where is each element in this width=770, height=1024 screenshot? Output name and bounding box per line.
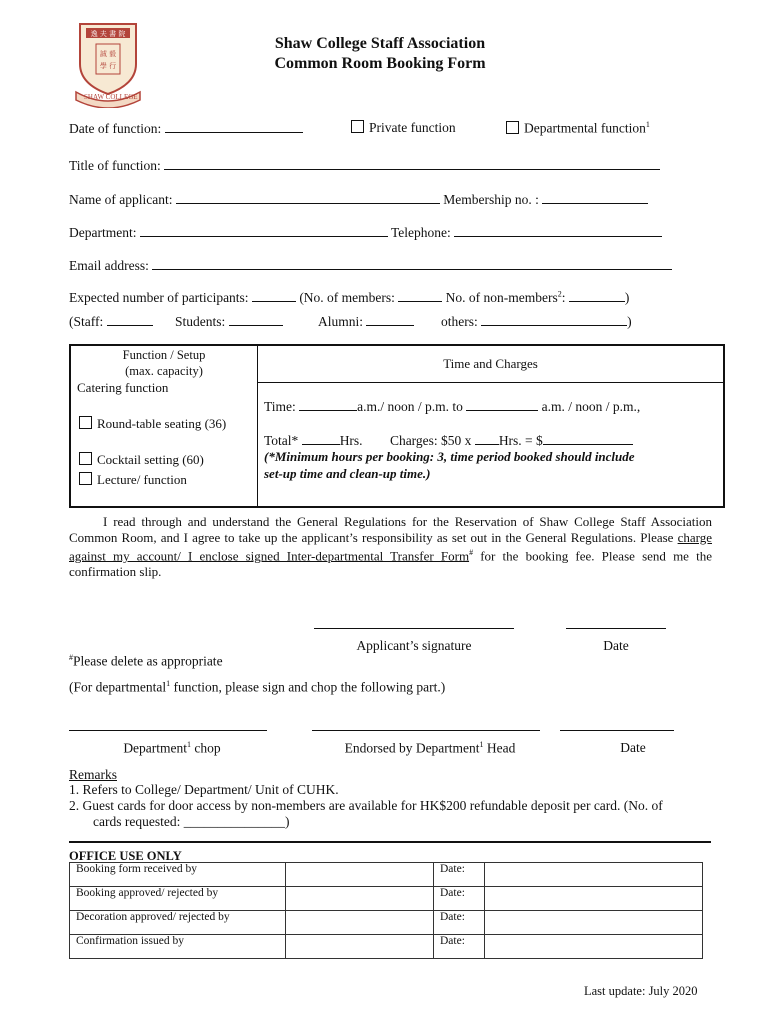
- office-use-table: [69, 862, 703, 959]
- email-field[interactable]: [152, 257, 672, 270]
- cocktail-option[interactable]: [79, 452, 204, 468]
- last-update: Last update: July 2020: [584, 984, 698, 998]
- departmental-function-label: Departmental function: [524, 120, 646, 136]
- close-paren: ): [624, 290, 630, 305]
- lecture-label: Lecture/ function: [97, 472, 187, 487]
- remark-2-line1: 2. Guest cards for door access by non-members are available for HK$200 refundable deposit per card. (No. of: [69, 798, 663, 813]
- departmental-note-pre: (For departmental: [69, 679, 167, 695]
- total-label: Total*: [264, 433, 299, 448]
- nonmembers-label: No. of non-members: [445, 290, 558, 305]
- telephone-label: Telephone:: [391, 225, 451, 240]
- lecture-checkbox[interactable]: [79, 472, 92, 485]
- footnote-marker: 1: [645, 120, 650, 129]
- endorsed-sup: 1: [479, 740, 484, 749]
- office-date-label: Date:: [434, 911, 485, 935]
- telephone-field[interactable]: [454, 224, 662, 237]
- endorsed-text: Endorsed by Department: [344, 740, 480, 756]
- time-charges-header-cell: [258, 346, 723, 383]
- table-row: [70, 887, 703, 911]
- declaration-underlined: charge against my account/ I enclose signed Inter-departmental Transfer Form: [69, 529, 712, 564]
- department-chop-line[interactable]: [69, 730, 267, 731]
- minimum-hours-note-line1: (*Minimum hours per booking: 3, time period booked should include: [264, 449, 635, 464]
- form-title-line2: Common Room Booking Form: [274, 55, 486, 72]
- office-date-value[interactable]: [485, 935, 703, 959]
- department-date-label: Date: [620, 740, 646, 755]
- nonmembers-field[interactable]: [569, 289, 625, 302]
- students-label-group: [175, 313, 283, 330]
- svg-text:誠 毅: 誠 毅: [99, 50, 117, 58]
- function-setup-header: Function / Setup: [122, 348, 206, 362]
- membership-field[interactable]: [542, 191, 648, 204]
- office-row-value[interactable]: [286, 935, 434, 959]
- college-crest-logo: [72, 18, 144, 108]
- title-label: Title of function:: [69, 158, 161, 173]
- charges-hrs-label: Hrs. = $: [498, 433, 543, 448]
- minimum-hours-note-line2: set-up time and clean-up time.): [264, 466, 431, 481]
- office-row-label: Booking form received by: [70, 863, 286, 887]
- remark-2-line2: cards requested: _______________): [93, 814, 290, 829]
- function-setup-column: [71, 346, 258, 506]
- office-row-label: Decoration approved/ rejected by: [70, 911, 286, 935]
- time-from-field[interactable]: [299, 398, 357, 411]
- table-row: [70, 911, 703, 935]
- participants-field[interactable]: [252, 289, 296, 302]
- applicant-signature-line[interactable]: [314, 628, 514, 629]
- svg-text:學 行: 學 行: [99, 62, 117, 70]
- booking-table: [69, 344, 725, 508]
- departmental-note-post: function, please sign and chop the following part.): [170, 679, 446, 695]
- charges-amount-field[interactable]: [543, 432, 633, 445]
- crest-banner-text: SHAW COLLEGE: [84, 93, 138, 101]
- applicant-signature-label: Applicant’s signature: [356, 638, 472, 653]
- departmental-function-option[interactable]: [506, 120, 650, 137]
- delete-note-sup: #: [69, 653, 73, 662]
- office-row-value[interactable]: [286, 887, 434, 911]
- capacity-header: (max. capacity): [125, 364, 203, 378]
- endorsed-label: [312, 740, 548, 757]
- alumni-label-group: [318, 313, 414, 330]
- time-to-suffix: a.m. / noon / p.m.,: [541, 399, 641, 414]
- nonmembers-colon: :: [561, 290, 566, 305]
- delete-note: [69, 653, 223, 670]
- endorsed-line[interactable]: [312, 730, 540, 731]
- students-label: Students:: [175, 314, 226, 329]
- office-row-value[interactable]: [286, 863, 434, 887]
- private-function-checkbox[interactable]: [351, 120, 364, 133]
- declaration-sup: #: [469, 548, 474, 557]
- participants-row: [69, 289, 629, 306]
- title-field[interactable]: [164, 157, 660, 170]
- time-row: [264, 398, 640, 415]
- members-field[interactable]: [398, 289, 442, 302]
- department-field[interactable]: [140, 224, 388, 237]
- others-label: others:: [441, 314, 478, 329]
- private-function-option[interactable]: [351, 120, 456, 136]
- footnote-marker: 2: [557, 289, 562, 299]
- staff-field[interactable]: [107, 313, 153, 326]
- dept-chop-text: Department: [123, 740, 188, 756]
- charges-hours-field[interactable]: [475, 432, 499, 445]
- lecture-option[interactable]: [79, 472, 187, 488]
- declaration-text-1: I read through and understand the General Regulations for the Reservation of Shaw College Staff Association Common Room, and I agree to take up the applicant’s responsibility as set out in the General Regulations. Please: [69, 514, 712, 545]
- alumni-label: Alumni:: [318, 314, 364, 329]
- time-from-suffix: a.m./ noon / p.m. to: [357, 399, 463, 414]
- membership-label: Membership no. :: [443, 192, 539, 207]
- form-title-line1: Shaw College Staff Association: [274, 35, 486, 52]
- round-table-checkbox[interactable]: [79, 416, 92, 429]
- office-date-value[interactable]: [485, 863, 703, 887]
- applicant-row: [69, 191, 648, 208]
- departmental-note: [69, 679, 445, 696]
- remarks-heading: Remarks: [69, 767, 117, 782]
- departmental-note-sup: 1: [166, 679, 171, 688]
- round-table-label: Round-table seating (36): [97, 416, 227, 431]
- delete-note-text: Please delete as appropriate: [73, 653, 223, 669]
- time-charges-header: Time and Charges: [443, 356, 538, 371]
- cocktail-label: Cocktail setting (60): [97, 452, 204, 467]
- others-label-group: [441, 313, 632, 330]
- total-hours-field[interactable]: [302, 432, 340, 445]
- total-row: [264, 432, 633, 449]
- date-of-function-row: [69, 120, 303, 137]
- members-label: (No. of members:: [299, 290, 395, 305]
- staff-label: (Staff:: [69, 314, 104, 329]
- applicant-date-line[interactable]: [566, 628, 666, 629]
- private-function-label: Private function: [369, 120, 456, 135]
- charges-label: Charges: $50 x: [389, 433, 472, 448]
- dept-chop-sup: 1: [187, 740, 192, 749]
- remark-1: 1. Refers to College/ Department/ Unit of CUHK.: [69, 782, 339, 797]
- students-field[interactable]: [229, 313, 283, 326]
- cocktail-checkbox[interactable]: [79, 452, 92, 465]
- departmental-function-checkbox[interactable]: [506, 121, 519, 134]
- department-chop-label: [69, 740, 275, 757]
- office-use-heading: OFFICE USE ONLY: [69, 849, 182, 863]
- office-date-label: Date:: [434, 887, 485, 911]
- table-row: [70, 863, 703, 887]
- declaration-paragraph: [69, 514, 712, 579]
- applicant-label: Name of applicant:: [69, 192, 173, 207]
- department-date-line[interactable]: [560, 730, 674, 731]
- office-row-label: Booking approved/ rejected by: [70, 887, 286, 911]
- office-row-label: Confirmation issued by: [70, 935, 286, 959]
- others-field[interactable]: [481, 313, 627, 326]
- applicant-date-label: Date: [603, 638, 629, 653]
- office-date-label: Date:: [434, 863, 485, 887]
- hrs-label: Hrs.: [339, 433, 363, 448]
- office-date-value[interactable]: [485, 911, 703, 935]
- title-row: [69, 157, 660, 174]
- close-paren: ): [627, 314, 632, 329]
- endorsed-post: Head: [483, 740, 516, 756]
- svg-text:逸 夫 書 院: 逸 夫 書 院: [90, 30, 126, 38]
- date-field[interactable]: [165, 120, 303, 133]
- participants-label: Expected number of participants:: [69, 290, 249, 305]
- office-divider: [69, 841, 711, 843]
- table-row: [70, 935, 703, 959]
- alumni-field[interactable]: [366, 313, 414, 326]
- applicant-field[interactable]: [176, 191, 440, 204]
- office-row-value[interactable]: [286, 911, 434, 935]
- time-label: Time:: [264, 399, 296, 414]
- dept-chop-post: chop: [191, 740, 221, 756]
- round-table-option[interactable]: [79, 416, 226, 432]
- office-date-label: Date:: [434, 935, 485, 959]
- office-date-value[interactable]: [485, 887, 703, 911]
- declaration-text-2: for the booking fee. Please send me the confirmation slip.: [69, 548, 712, 579]
- catering-function-label: Catering function: [77, 380, 169, 395]
- department-row: [69, 224, 662, 241]
- email-label: Email address:: [69, 258, 149, 273]
- time-to-field[interactable]: [466, 398, 538, 411]
- date-label: Date of function:: [69, 121, 162, 136]
- department-label: Department:: [69, 225, 137, 240]
- email-row: [69, 257, 672, 274]
- staff-label-group: [69, 313, 153, 330]
